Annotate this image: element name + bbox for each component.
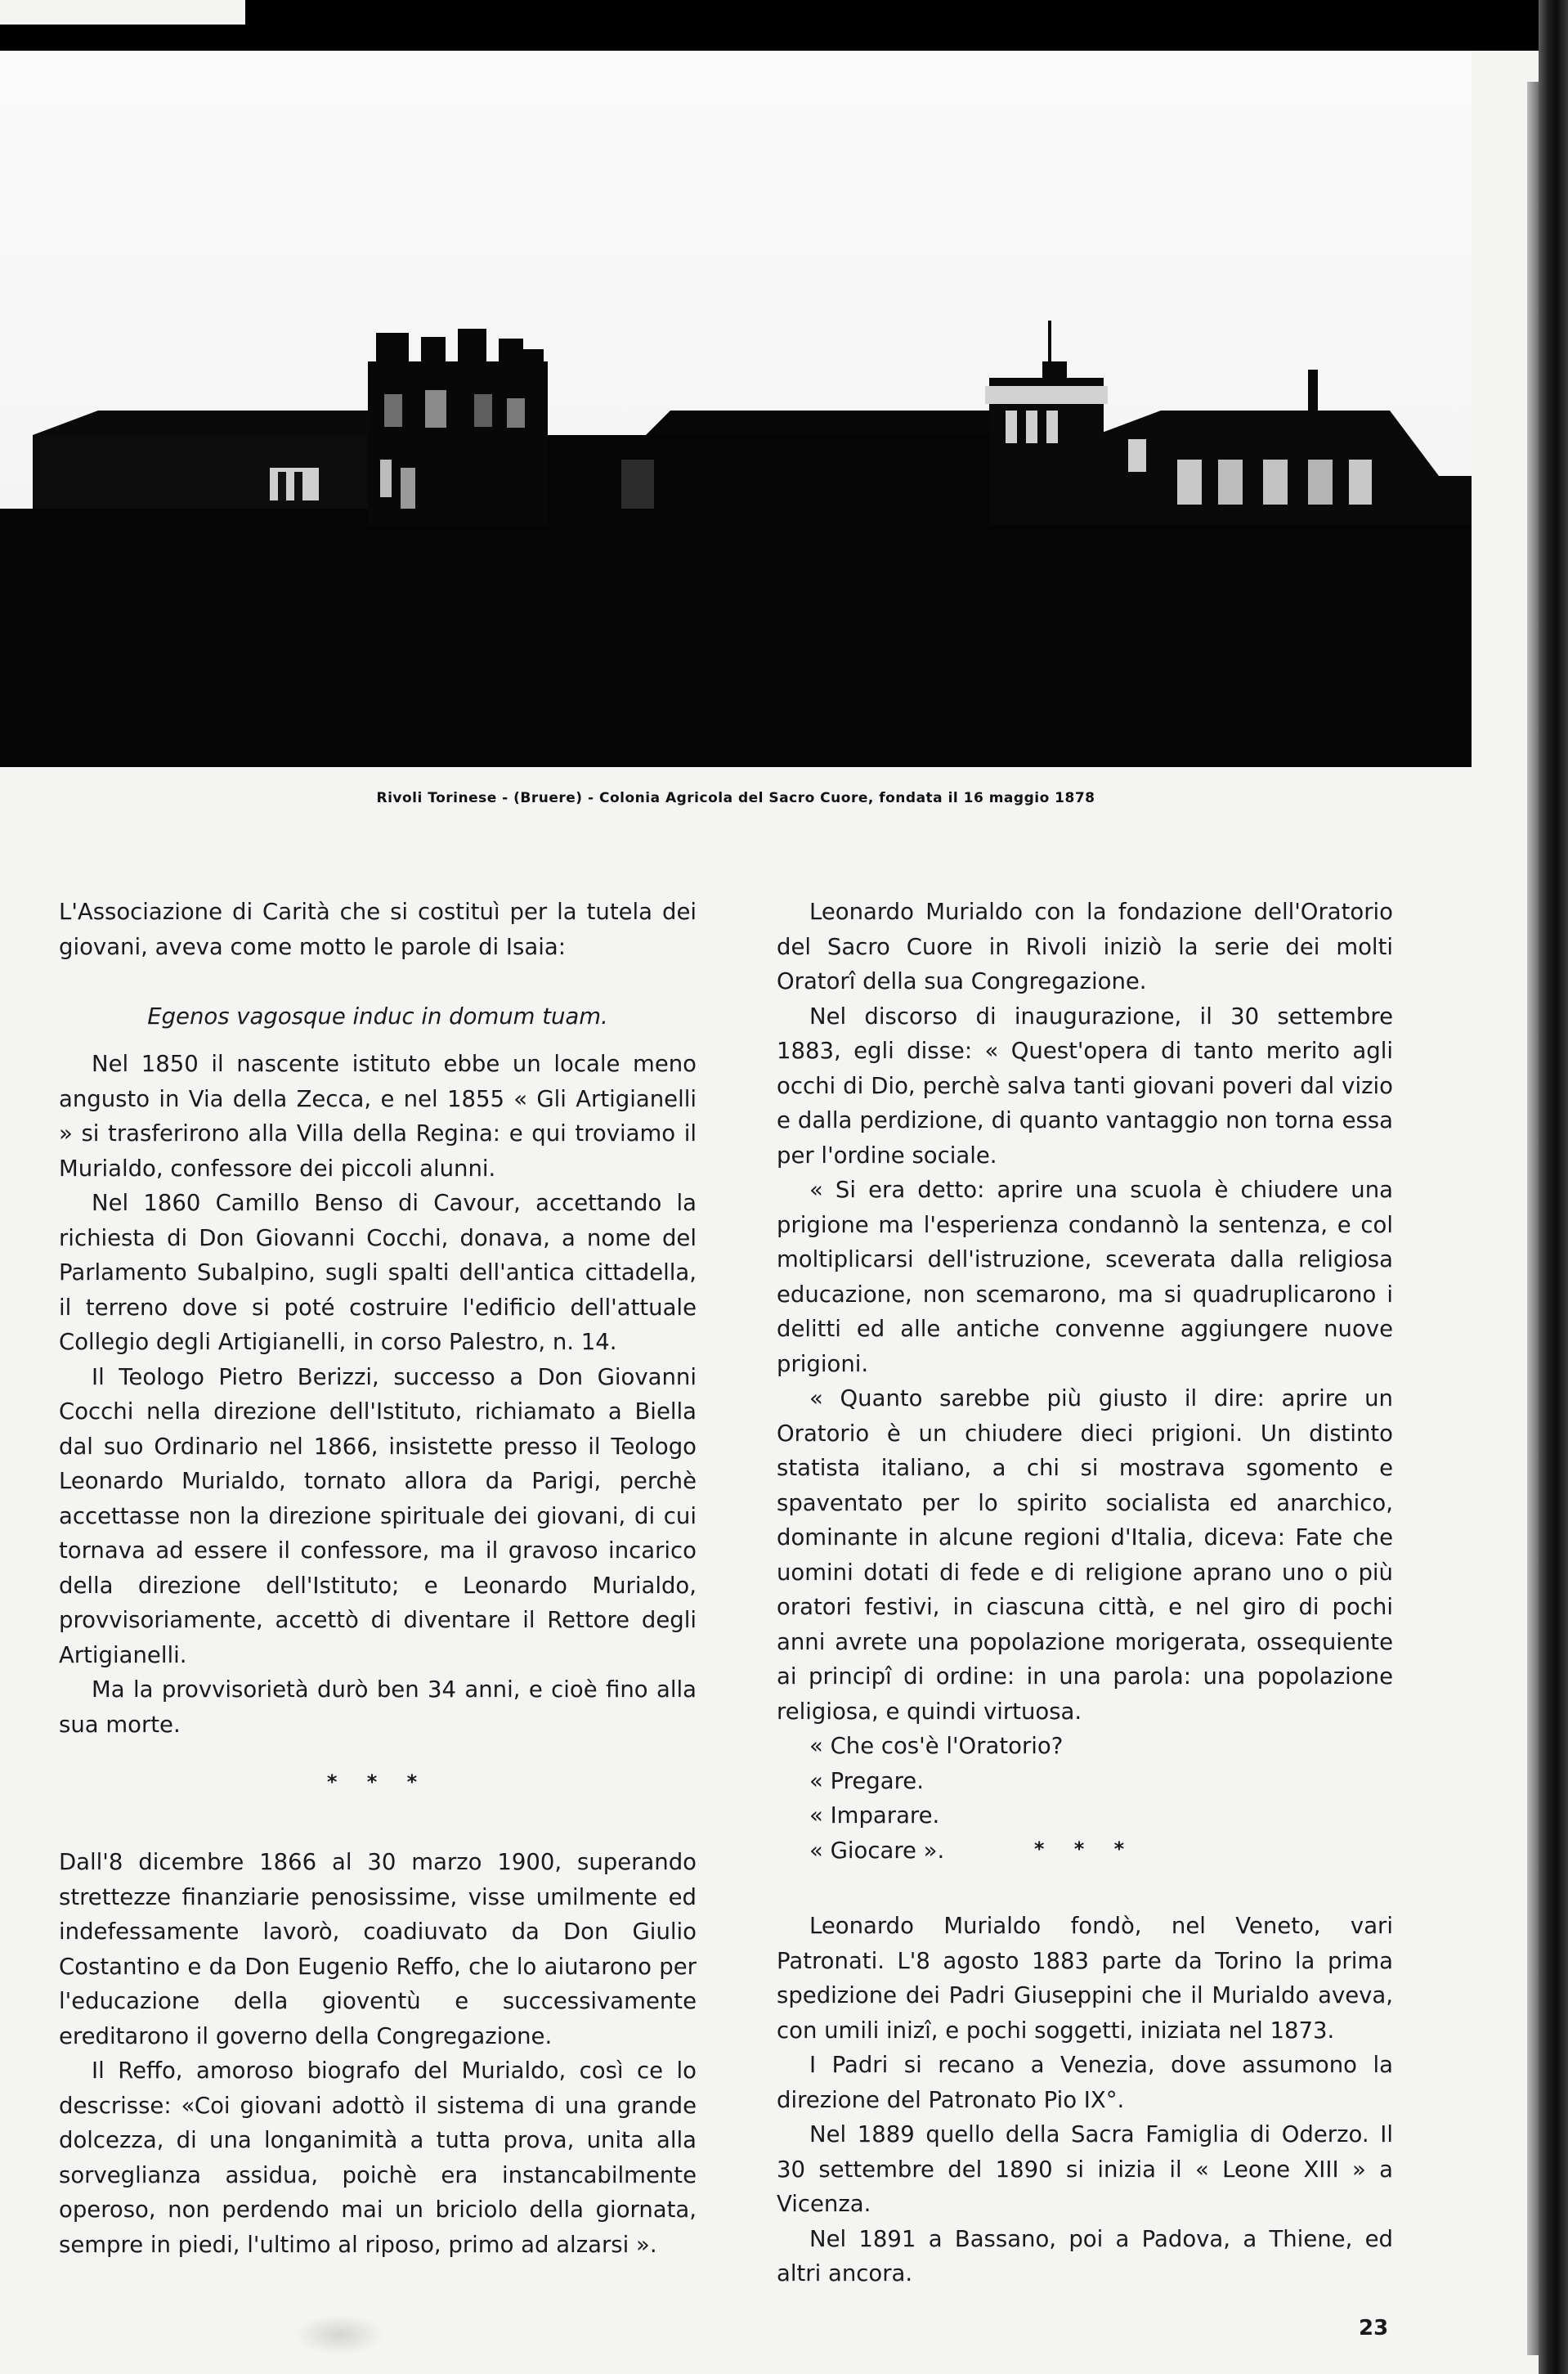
paragraph: Dall'8 dicembre 1866 al 30 marzo 1900, superando strettezze finanziarie penosissime, visse umilmente ed indefessamente lavorò, coadiuvato da Don Giulio Costantino e da Don Eugenio Reffo, che lo aiutarono per l'educazione della gioventù e successivamente ereditarono il governo della Congregazione. bbox=[59, 1849, 697, 2049]
photo-colonia-agricola bbox=[0, 51, 1472, 767]
left-column bbox=[59, 895, 697, 964]
right-column bbox=[777, 895, 1393, 1868]
page-number: 23 bbox=[1359, 2316, 1389, 2340]
scan-top-white-corner bbox=[0, 0, 245, 25]
paragraph: « Quanto sarebbe più giusto il dire: aprire un Oratorio è un chiudere dieci prigioni. Un distinto statista italiano, a chi si mostrava sgomento e spaventato per lo spirito socialista ed anarchico, dominante in alcune regioni d'Italia, diceva: Fate che uomini dotati di fede e di religione aprano uno o più oratori festivi, in ciascuna città, e nel giro di pochi anni avrete una popolazione morigerata, ossequiente ai principî di ordine: in una parola: una popolazione religiosa, e quindi virtuosa. bbox=[777, 1385, 1393, 1725]
building-silhouette-image bbox=[0, 51, 1472, 767]
left-column-body bbox=[59, 1047, 697, 1742]
left-column-bottom bbox=[59, 1845, 697, 2262]
paragraph: Nel 1889 quello della Sacra Famiglia di Oderzo. Il 30 settembre del 1890 si inizia il « Leone XIII » a Vicenza. bbox=[777, 2121, 1393, 2217]
scan-right-page-edge bbox=[1527, 82, 1539, 2355]
left-column-quote bbox=[59, 999, 697, 1034]
paragraph: Nel 1860 Camillo Benso di Cavour, accettando la richiesta di Don Giovanni Cocchi, donava, a nome del Parlamento Subalpino, sugli spalti dell'antica cittadella, il terreno dove si poté costruire l'edificio dell'attuale Collegio degli Artigianelli, in corso Palestro, n. 14. bbox=[59, 1190, 697, 1355]
scan-smudge bbox=[294, 2314, 384, 2355]
right-column-bottom bbox=[777, 1909, 1393, 2291]
paragraph: Ma la provvisorietà durò ben 34 anni, e cioè fino alla sua morte. bbox=[59, 1676, 697, 1738]
paragraph: « Imparare. bbox=[809, 1802, 940, 1829]
paragraph: Nel discorso di inaugurazione, il 30 settembre 1883, egli disse: « Quest'opera di tanto merito agli occhi di Dio, perchè salva tanti giovani poveri dal vizio e dalla perdizione, di quanto vantaggio non torna essa per l'ordine sociale. bbox=[777, 1003, 1393, 1169]
paragraph: Il Reffo, amoroso biografo del Murialdo, così ce lo descrisse: «Coi giovani adottò il sistema di una grande dolcezza, di una longanimità a tutta prova, unita alla sorveglianza assidua, poichè era instancabilmente operoso, non perdendo mai un briciolo della giornata, sempre in piedi, l'ultimo al riposo, primo ad alzarsi ». bbox=[59, 2058, 697, 2258]
paragraph: Leonardo Murialdo fondò, nel Veneto, vari Patronati. L'8 agosto 1883 parte da Torino la prima spedizione dei Padri Giuseppini che il Murialdo aveva, con umili inizî, e pochi soggetti, iniziata nel 1873. bbox=[777, 1913, 1393, 2044]
paragraph: I Padri si recano a Venezia, dove assumono la direzione del Patronato Pio IX°. bbox=[777, 2052, 1393, 2113]
paragraph: Nel 1850 il nascente istituto ebbe un locale meno angusto in Via della Zecca, e nel 1855 « Gli Artigianelli » si trasferirono alla Villa della Regina: e qui troviamo il Murialdo, confessore dei piccoli alunni. bbox=[59, 1051, 697, 1182]
isaiah-quote: Egenos vagosque induc in domum tuam. bbox=[147, 1003, 608, 1030]
scan-right-border bbox=[1539, 0, 1568, 2374]
paragraph: « Pregare. bbox=[809, 1767, 924, 1794]
paragraph: L'Associazione di Carità che si costituì per la tutela dei giovani, aveva come motto le parole di Isaia: bbox=[59, 899, 697, 960]
paragraph: Leonardo Murialdo con la fondazione dell'Oratorio del Sacro Cuore in Rivoli iniziò la serie dei molti Oratorî della sua Congregazione. bbox=[777, 899, 1393, 994]
paragraph: Nel 1891 a Bassano, poi a Padova, a Thiene, ed altri ancora. bbox=[777, 2225, 1393, 2286]
section-separator: * * * bbox=[326, 1770, 429, 1793]
paragraph: « Che cos'è l'Oratorio? bbox=[809, 1733, 1064, 1759]
section-separator: * * * bbox=[1033, 1838, 1136, 1860]
photo-caption: Rivoli Torinese - (Bruere) - Colonia Agricola del Sacro Cuore, fondata il 16 maggio 1878 bbox=[376, 790, 1095, 806]
paragraph: « Si era detto: aprire una scuola è chiudere una prigione ma l'esperienza condannò la sentenza, e col moltiplicarsi dell'istruzione, sceverata dalla religiosa educazione, non scemarono, ma si quadruplicarono i delitti ed alle antiche convenne aggiungere nuove prigioni. bbox=[777, 1177, 1393, 1377]
paragraph: Il Teologo Pietro Berizzi, successo a Don Giovanni Cocchi nella direzione dell'Istituto, richiamato a Biella dal suo Ordinario nel 1866, insistette presso il Teologo Leonardo Murialdo, tornato allora da Parigi, perchè accettasse non la direzione spirituale dei giovani, di cui tornava ad essere il confessore, ma il gravoso incarico della direzione dell'Istituto; e Leonardo Murialdo, provvisoriamente, accettò di diventare il Rettore degli Artigianelli. bbox=[59, 1363, 697, 1668]
paragraph: « Giocare ». bbox=[809, 1837, 945, 1864]
